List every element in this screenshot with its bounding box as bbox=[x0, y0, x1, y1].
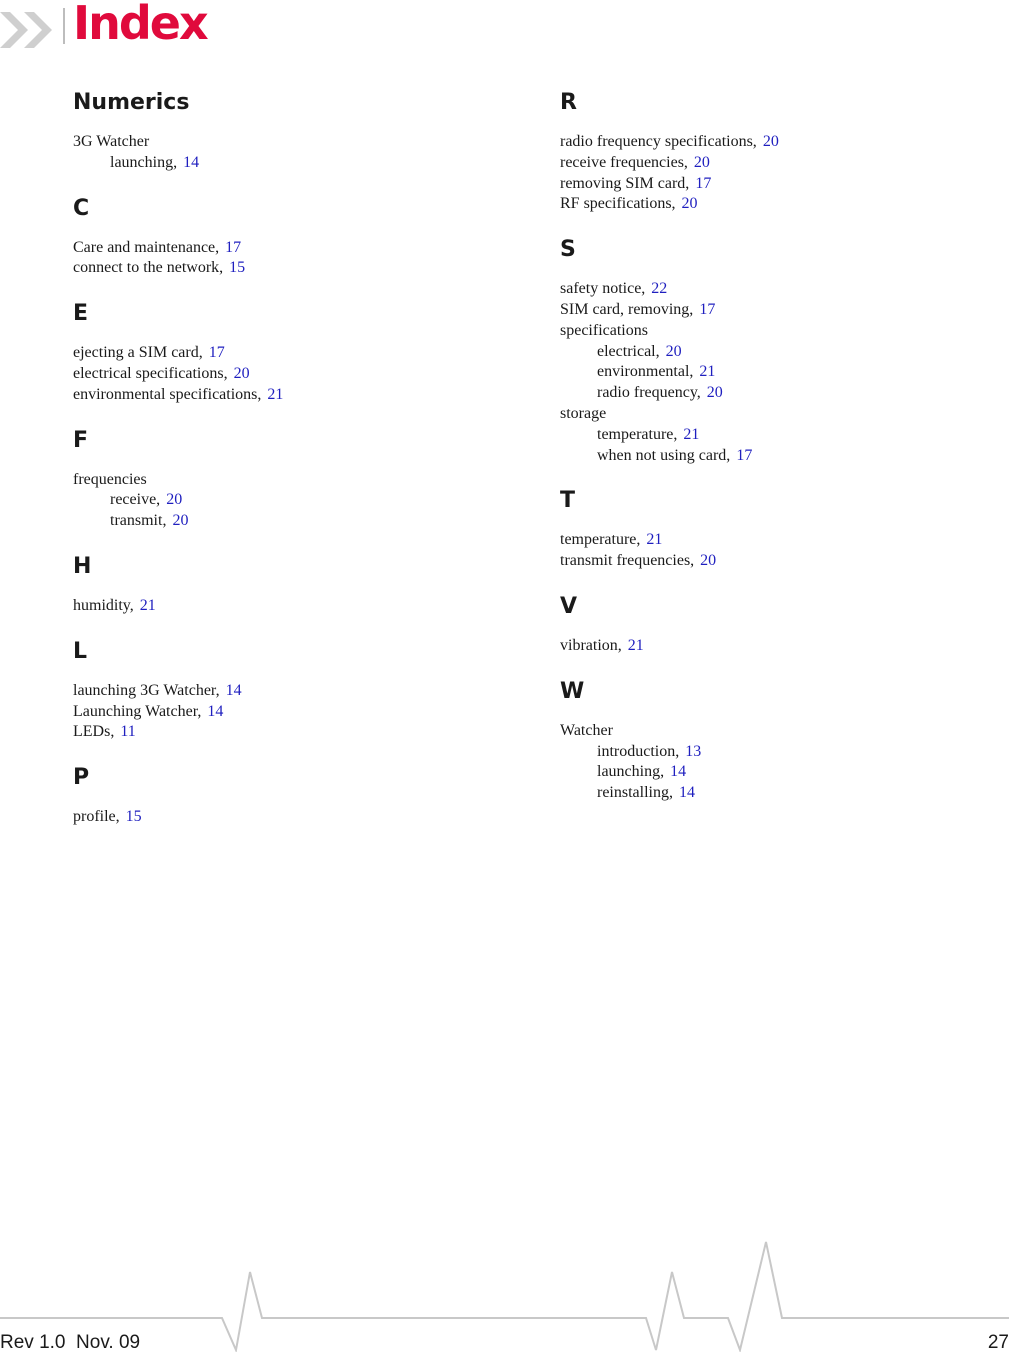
page-reference-link[interactable]: 21 bbox=[139, 596, 156, 614]
index-section bbox=[73, 194, 493, 280]
index-entry bbox=[560, 404, 980, 425]
entry-term: launching 3G Watcher, bbox=[73, 681, 220, 699]
section-heading: H bbox=[73, 553, 92, 579]
section-heading: F bbox=[73, 427, 89, 453]
index-subentry bbox=[73, 490, 493, 511]
entry-term: profile, bbox=[73, 808, 120, 826]
page-reference-link[interactable]: 14 bbox=[225, 681, 242, 699]
page-reference-link[interactable]: 21 bbox=[699, 363, 716, 381]
entry-term: environmental, bbox=[597, 363, 694, 381]
index-entry bbox=[73, 681, 493, 702]
entry-term: humidity, bbox=[73, 596, 134, 614]
entry-term: specifications bbox=[560, 321, 648, 339]
footer-page-number: 27 bbox=[987, 1332, 1009, 1353]
index-subentry bbox=[560, 742, 980, 763]
index-section bbox=[560, 88, 980, 215]
page-reference-link[interactable]: 20 bbox=[681, 195, 698, 213]
entry-term: temperature, bbox=[560, 531, 641, 549]
page-reference-link[interactable]: 20 bbox=[166, 491, 183, 509]
section-heading: R bbox=[560, 90, 577, 115]
section-heading: S bbox=[560, 237, 576, 263]
index-entry bbox=[73, 385, 493, 406]
section-heading: T bbox=[560, 488, 576, 514]
entry-term: electrical, bbox=[597, 342, 660, 360]
entry-term: ejecting a SIM card, bbox=[73, 344, 203, 362]
index-entry bbox=[73, 807, 493, 828]
entry-term: electrical specifications, bbox=[73, 364, 228, 382]
page-reference-link[interactable]: 17 bbox=[225, 238, 242, 256]
index-subentry bbox=[560, 362, 980, 383]
entry-term: Care and maintenance, bbox=[73, 238, 220, 256]
page-reference-link[interactable]: 15 bbox=[125, 808, 142, 826]
index-subentry bbox=[73, 511, 493, 532]
page-reference-link[interactable]: 15 bbox=[229, 259, 246, 277]
section-heading: V bbox=[560, 593, 578, 619]
page-reference-link[interactable]: 14 bbox=[183, 153, 200, 171]
entry-term: safety notice, bbox=[560, 280, 646, 298]
index-section bbox=[73, 299, 493, 405]
index-entry bbox=[560, 132, 980, 153]
page-reference-link[interactable]: 20 bbox=[706, 384, 723, 402]
page-reference-link[interactable]: 14 bbox=[678, 784, 695, 802]
index-section bbox=[560, 486, 980, 572]
index-entry bbox=[560, 321, 980, 342]
entry-term: introduction, bbox=[597, 742, 680, 760]
entry-term: RF specifications, bbox=[560, 195, 676, 213]
index-entry bbox=[560, 300, 980, 321]
index-column-right bbox=[560, 88, 980, 824]
footer-revision: Rev 1.0 Nov. 09 bbox=[0, 1332, 141, 1353]
page-reference-link[interactable]: 11 bbox=[120, 723, 136, 741]
index-column-left bbox=[73, 88, 493, 848]
index-entry bbox=[560, 530, 980, 551]
entry-term: transmit, bbox=[110, 512, 167, 530]
page-reference-link[interactable]: 17 bbox=[695, 174, 712, 192]
page-reference-link[interactable]: 14 bbox=[670, 763, 687, 781]
index-section bbox=[73, 763, 493, 828]
index-subentry bbox=[560, 446, 980, 467]
index-subentry bbox=[560, 425, 980, 446]
index-entry bbox=[73, 364, 493, 385]
index-entry bbox=[560, 174, 980, 195]
section-heading: W bbox=[560, 678, 585, 704]
index-subentry bbox=[560, 383, 980, 404]
index-entry bbox=[560, 636, 980, 657]
page-reference-link[interactable]: 21 bbox=[683, 425, 700, 443]
entry-term: when not using card, bbox=[597, 446, 731, 464]
entry-term: radio frequency, bbox=[597, 384, 701, 402]
page-reference-link[interactable]: 20 bbox=[693, 153, 710, 171]
index-subentry bbox=[73, 153, 493, 174]
index-section bbox=[73, 426, 493, 532]
entry-term: storage bbox=[560, 404, 607, 422]
entry-term: transmit frequencies, bbox=[560, 552, 695, 570]
index-subentry bbox=[560, 762, 980, 783]
page-reference-link[interactable]: 17 bbox=[736, 446, 753, 464]
index-entry bbox=[73, 132, 493, 153]
entry-term: frequencies bbox=[73, 470, 147, 488]
index-section bbox=[73, 88, 493, 174]
footer-wave-line bbox=[0, 1240, 1009, 1352]
entry-term: launching, bbox=[597, 763, 665, 781]
entry-term: temperature, bbox=[597, 425, 678, 443]
page-reference-link[interactable]: 20 bbox=[233, 364, 250, 382]
index-section bbox=[560, 235, 980, 466]
index-entry bbox=[560, 721, 980, 742]
index-entry bbox=[73, 470, 493, 491]
page-reference-link[interactable]: 20 bbox=[665, 342, 682, 360]
index-entry bbox=[73, 702, 493, 723]
page-reference-link[interactable]: 20 bbox=[700, 552, 717, 570]
index-entry bbox=[560, 279, 980, 300]
entry-term: reinstalling, bbox=[597, 784, 673, 802]
index-entry bbox=[73, 596, 493, 617]
index-entry bbox=[73, 343, 493, 364]
page-title: Index bbox=[73, 0, 207, 50]
entry-term: Watcher bbox=[560, 721, 613, 739]
page-reference-link[interactable]: 21 bbox=[627, 636, 644, 654]
page-reference-link[interactable]: 20 bbox=[172, 512, 189, 530]
index-entry bbox=[560, 194, 980, 215]
entry-term: 3G Watcher bbox=[73, 133, 150, 150]
page-reference-link[interactable]: 17 bbox=[208, 344, 225, 362]
entry-term: LEDs, bbox=[73, 723, 115, 741]
index-entry bbox=[73, 238, 493, 259]
index-section bbox=[560, 677, 980, 804]
entry-term: receive frequencies, bbox=[560, 153, 688, 171]
index-section bbox=[73, 637, 493, 743]
page-header bbox=[0, 0, 400, 60]
index-section bbox=[560, 592, 980, 657]
page-reference-link[interactable]: 22 bbox=[651, 280, 668, 298]
page-reference-link[interactable]: 17 bbox=[699, 300, 716, 318]
index-entry bbox=[560, 153, 980, 174]
section-heading: E bbox=[73, 301, 89, 327]
index-subentry bbox=[560, 342, 980, 363]
entry-term: removing SIM card, bbox=[560, 174, 690, 192]
index-entry bbox=[73, 722, 493, 743]
page-reference-link[interactable]: 21 bbox=[267, 385, 284, 403]
page-reference-link[interactable]: 21 bbox=[646, 531, 663, 549]
double-chevron-icon bbox=[0, 12, 60, 50]
entry-term: environmental specifications, bbox=[73, 385, 262, 403]
entry-term: launching, bbox=[110, 153, 178, 171]
section-heading: Numerics bbox=[73, 90, 190, 115]
section-heading: L bbox=[73, 638, 88, 664]
index-entry bbox=[73, 258, 493, 279]
entry-term: radio frequency specifications, bbox=[560, 133, 757, 150]
index-entry bbox=[560, 551, 980, 572]
page-reference-link[interactable]: 14 bbox=[207, 702, 224, 720]
section-heading: C bbox=[73, 195, 90, 221]
index-subentry bbox=[560, 783, 980, 804]
section-heading: P bbox=[73, 765, 90, 791]
index-section bbox=[73, 552, 493, 617]
page-reference-link[interactable]: 20 bbox=[762, 133, 779, 150]
entry-term: receive, bbox=[110, 491, 161, 509]
entry-term: vibration, bbox=[560, 636, 622, 654]
entry-term: Launching Watcher, bbox=[73, 702, 202, 720]
page-reference-link[interactable]: 13 bbox=[685, 742, 702, 760]
header-divider bbox=[63, 8, 65, 44]
entry-term: SIM card, removing, bbox=[560, 300, 694, 318]
entry-term: connect to the network, bbox=[73, 259, 224, 277]
